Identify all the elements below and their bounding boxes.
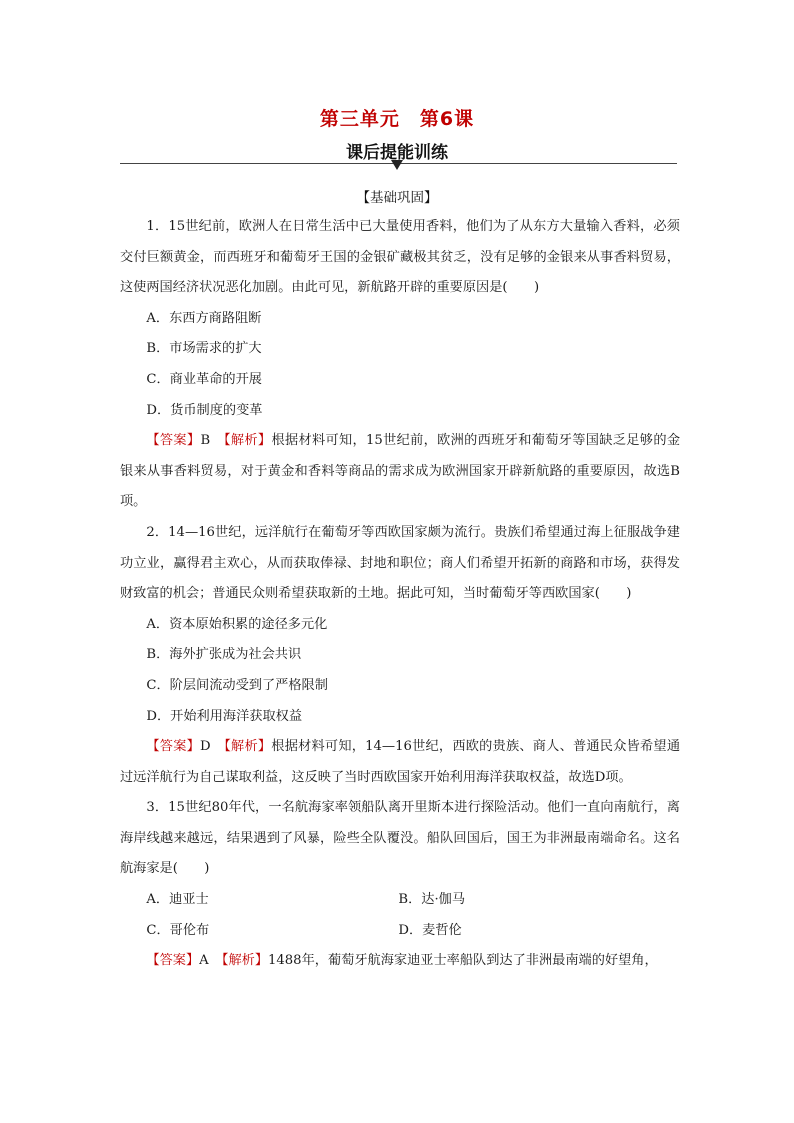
question-stem: 1．15世纪前，欧洲人在日常生活中已大量使用香料，他们为了从东方大量输入香料，必须交付巨额黄金，而西班牙和葡萄牙王国的金银矿藏极其贫乏，没有足够的金银来从事香料贸易，这使两国经济状况恶化加剧。由此可见，新航路开辟的重要原因是( ) [120,219,680,296]
page-subtitle: 课后提能训练 [346,143,448,163]
answer-block [120,946,680,977]
section-heading: 【基础巩固】 [356,190,438,206]
option-a: A．资本原始积累的途径多元化 [146,616,328,632]
answer-tag: 【答案】 [146,739,201,755]
option-b: B．市场需求的扩大 [146,341,262,357]
analysis-tag: 【解析】 [221,953,269,969]
option-a: A．东西方商路阻断 [146,310,262,326]
analysis-text: 根据材料可知，14—16世纪，西欧的贵族、商人、普通民众皆希望通过远洋航行为自己谋取利益，这反映了当时西欧国家开始利用海洋获取权益，故选D项。 [120,739,681,785]
option-c: C．阶层间流动受到了严格限制 [146,677,328,693]
analysis-text: 根据材料可知，15世纪前，欧洲的西班牙和葡萄牙等国缺乏足够的金银来从事香料贸易，对于黄金和香料等商品的需求成为欧洲国家开辟新航路的重要原因，故选B项。 [120,433,681,510]
answer-tag: 【答案】 [146,433,201,449]
option-d: D．开始利用海洋获取权益 [146,708,303,724]
answer-value: A [199,953,209,969]
answer-tag: 【答案】 [146,953,200,969]
answer-block [120,426,680,518]
question-stem: 3．15世纪80年代，一名航海家率领船队离开里斯本进行探险活动。他们一直向南航行，离海岸线越来越远，结果遇到了风暴，险些全队覆没。船队回国后，国王为非洲最南端命名。这名航海家是( ) [120,800,680,877]
option-c: C．商业革命的开展 [146,371,262,387]
option-b: B．达·伽马 [398,892,466,908]
question-list [120,212,680,977]
option-b: B．海外扩张成为社会共识 [146,647,302,663]
unit-title: 第三单元 第6课 [319,108,475,130]
option-row [120,916,680,947]
answer-value: D [200,739,211,755]
analysis-tag: 【解析】 [223,433,272,449]
option-row [120,885,680,916]
option-d: D．货币制度的变革 [146,402,263,418]
question-stem: 2．14—16世纪，远洋航行在葡萄牙等西欧国家颇为流行。贵族们希望通过海上征服战争建功立业，赢得君主欢心，从而获取俸禄、封地和职位；商人们希望开拓新的商路和市场，获得发财致富的机会；普通民众则希望获取新的土地。据此可知，当时葡萄牙等西欧国家( ) [120,524,680,602]
option-a: A．迪亚士 [146,892,209,908]
analysis-text: 1488年，葡萄牙航海家迪亚士率船队到达了非洲最南端的好望角， [268,953,658,969]
option-d: D．麦哲伦 [398,922,462,938]
triangle-marker-icon [391,160,403,170]
answer-block [120,732,680,793]
analysis-tag: 【解析】 [224,739,272,755]
answer-value: B [200,433,211,449]
option-c: C．哥伦布 [146,922,210,938]
